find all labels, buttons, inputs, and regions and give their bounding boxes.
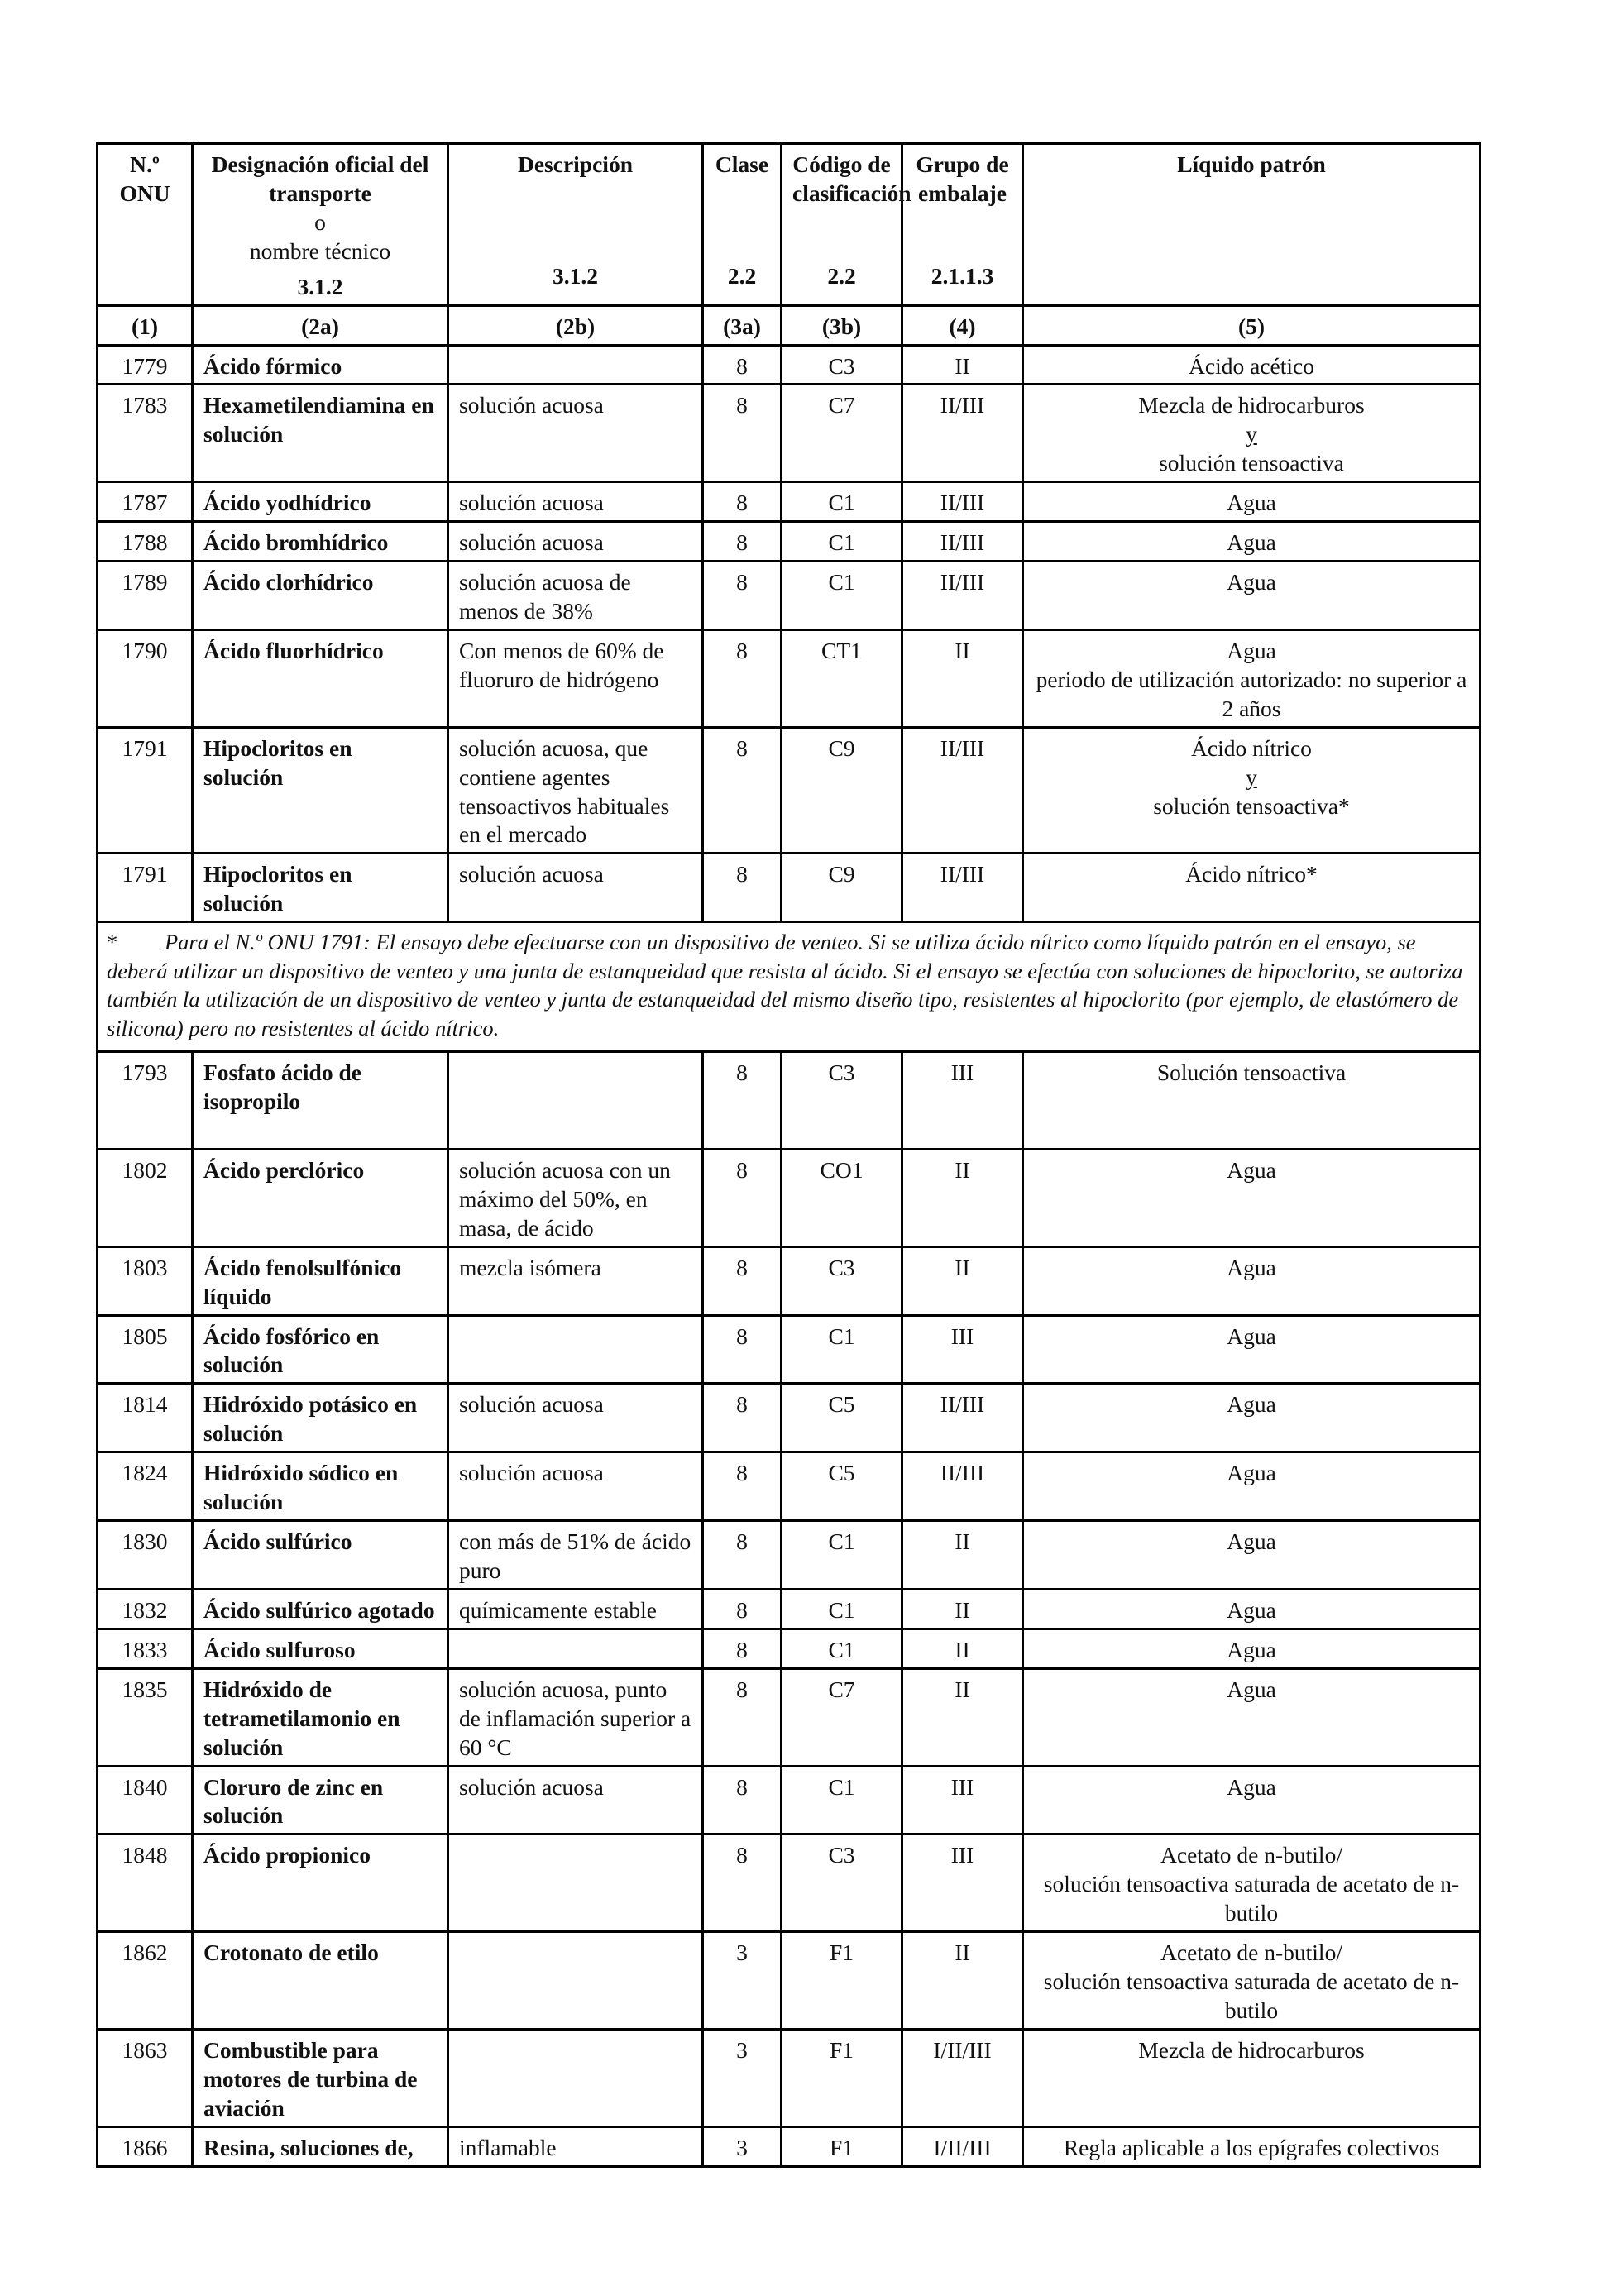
description-cell [448, 1051, 703, 1149]
standard-liquid-cell [1023, 1668, 1481, 1766]
un-number-cell: 1862 [98, 1932, 193, 2030]
description-cell: inflamable [448, 2126, 703, 2166]
class-cell: 8 [703, 482, 782, 522]
standard-liquid-cell [1023, 1766, 1481, 1834]
standard-liquid-line: Agua [1227, 1460, 1276, 1486]
classification-code-cell: F1 [782, 2126, 902, 2166]
packing-group-cell: I/II/III [902, 2029, 1023, 2126]
standard-liquid-line: Agua [1227, 1596, 1276, 1623]
shipping-name-cell: Fosfato ácido de isopropilo [193, 1051, 448, 1149]
class-cell: 8 [703, 1452, 782, 1521]
standard-liquid-line: solución tensoactiva [1159, 450, 1344, 476]
packing-group-cell: II [902, 345, 1023, 385]
standard-liquid-line: Ácido nítrico [1191, 734, 1312, 761]
shipping-name-cell: Hexametilendiamina en solución [193, 385, 448, 482]
table-row [98, 2029, 1481, 2126]
packing-group-cell: II [902, 1629, 1023, 1668]
classification-code-cell: C7 [782, 1668, 902, 1766]
un-number-cell: 1833 [98, 1629, 193, 1668]
description-cell: solución acuosa [448, 1384, 703, 1452]
class-cell: 8 [703, 1384, 782, 1452]
column-number-row [98, 305, 1481, 345]
classification-code-cell: C1 [782, 1315, 902, 1384]
standard-liquid-line: solución tensoactiva* [1153, 792, 1350, 819]
description-cell: químicamente estable [448, 1589, 703, 1629]
un-number-cell: 1791 [98, 854, 193, 922]
classification-code-cell: C1 [782, 1766, 902, 1834]
shipping-name-cell: Ácido sulfúrico [193, 1521, 448, 1590]
class-cell: 8 [703, 385, 782, 482]
description-cell: solución acuosa [448, 1452, 703, 1521]
packing-group-cell: II/III [902, 522, 1023, 562]
un-number-cell: 1835 [98, 1668, 193, 1766]
col-number: (2a) [193, 305, 448, 345]
classification-code-cell: C1 [782, 522, 902, 562]
shipping-name-cell: Ácido fórmico [193, 345, 448, 385]
table-row [98, 1668, 1481, 1766]
standard-liquid-cell [1023, 1246, 1481, 1315]
shipping-name-cell: Ácido clorhídrico [193, 562, 448, 630]
substances-table [96, 142, 1481, 2168]
standard-liquid-line: Agua [1227, 1636, 1276, 1662]
standard-liquid-cell [1023, 385, 1481, 482]
class-cell: 8 [703, 1589, 782, 1629]
description-cell: solución acuosa, punto de inflamación superior a 60 °C [448, 1668, 703, 1766]
standard-liquid-line: Agua [1227, 529, 1276, 556]
description-cell: mezcla isómera [448, 1246, 703, 1315]
packing-group-cell: II/III [902, 385, 1023, 482]
standard-liquid-line: Agua [1227, 569, 1276, 596]
header-row [98, 144, 1481, 306]
packing-group-cell: II [902, 1521, 1023, 1590]
shipping-name-cell: Ácido fluorhídrico [193, 629, 448, 727]
header-un-number: N.º ONU [98, 144, 193, 306]
un-number-cell: 1787 [98, 482, 193, 522]
un-number-cell: 1832 [98, 1589, 193, 1629]
description-cell: solución acuosa [448, 854, 703, 922]
table-row [98, 629, 1481, 727]
standard-liquid-line: Acetato de n-butilo/ [1160, 1940, 1342, 1966]
un-number-cell: 1863 [98, 2029, 193, 2126]
un-number-cell: 1866 [98, 2126, 193, 2166]
table-row [98, 854, 1481, 922]
shipping-name-cell: Ácido fosfórico en solución [193, 1315, 448, 1384]
table-row [98, 1589, 1481, 1629]
shipping-name-cell: Cloruro de zinc en solución [193, 1766, 448, 1834]
class-cell: 3 [703, 1932, 782, 2030]
shipping-name-cell: Hidróxido sódico en solución [193, 1452, 448, 1521]
un-number-cell: 1783 [98, 385, 193, 482]
un-number-cell: 1802 [98, 1149, 193, 1246]
standard-liquid-cell [1023, 2126, 1481, 2166]
table-row [98, 1051, 1481, 1149]
packing-group-cell: II/III [902, 1452, 1023, 1521]
un-number-cell: 1788 [98, 522, 193, 562]
col-number: (5) [1023, 305, 1481, 345]
conjunction-text: y [1246, 421, 1257, 447]
description-cell: solución acuosa [448, 522, 703, 562]
shipping-name-cell: Hidróxido potásico en solución [193, 1384, 448, 1452]
packing-group-cell: II/III [902, 727, 1023, 854]
packing-group-cell: II/III [902, 854, 1023, 922]
table-row [98, 482, 1481, 522]
classification-code-cell: C5 [782, 1452, 902, 1521]
class-cell: 8 [703, 629, 782, 727]
classification-code-cell: CO1 [782, 1149, 902, 1246]
classification-code-cell: C9 [782, 727, 902, 854]
description-cell [448, 1834, 703, 1932]
classification-code-cell: F1 [782, 1932, 902, 2030]
packing-group-cell: II [902, 1246, 1023, 1315]
shipping-name-cell: Hipocloritos en solución [193, 854, 448, 922]
shipping-name-cell: Ácido sulfuroso [193, 1629, 448, 1668]
header-class: Clase 2.2 [703, 144, 782, 306]
class-cell: 8 [703, 854, 782, 922]
standard-liquid-cell [1023, 1521, 1481, 1590]
footnote-row [98, 922, 1481, 1052]
col-number: (3b) [782, 305, 902, 345]
description-cell: solución acuosa [448, 1766, 703, 1834]
shipping-name-cell: Crotonato de etilo [193, 1932, 448, 2030]
col-number: (4) [902, 305, 1023, 345]
standard-liquid-line: Agua [1227, 1528, 1276, 1555]
class-cell: 8 [703, 1668, 782, 1766]
standard-liquid-cell [1023, 1629, 1481, 1668]
standard-liquid-line: Ácido acético [1189, 352, 1314, 379]
class-cell: 8 [703, 522, 782, 562]
shipping-name-cell: Hipocloritos en solución [193, 727, 448, 854]
standard-liquid-cell [1023, 727, 1481, 854]
description-cell [448, 2029, 703, 2126]
table-row [98, 727, 1481, 854]
standard-liquid-line: Ácido nítrico* [1185, 861, 1318, 887]
table-row [98, 1766, 1481, 1834]
shipping-name-cell: Ácido propionico [193, 1834, 448, 1932]
standard-liquid-cell [1023, 1384, 1481, 1452]
packing-group-cell: III [902, 1834, 1023, 1932]
packing-group-cell: II [902, 1589, 1023, 1629]
class-cell: 8 [703, 1149, 782, 1246]
classification-code-cell: C3 [782, 1834, 902, 1932]
packing-group-cell: II [902, 1668, 1023, 1766]
un-number-cell: 1824 [98, 1452, 193, 1521]
class-cell: 8 [703, 1834, 782, 1932]
table-row [98, 1521, 1481, 1590]
standard-liquid-line: periodo de utilización autorizado: no superior a 2 años [1036, 666, 1467, 721]
classification-code-cell: C7 [782, 385, 902, 482]
standard-liquid-line: solución tensoactiva saturada de acetato de n-butilo [1043, 1968, 1460, 2023]
standard-liquid-cell [1023, 1051, 1481, 1149]
classification-code-cell: C1 [782, 1629, 902, 1668]
table-row [98, 522, 1481, 562]
packing-group-cell: I/II/III [902, 2126, 1023, 2166]
standard-liquid-cell [1023, 1932, 1481, 2030]
table-row [98, 2126, 1481, 2166]
conjunction-text: y [1246, 763, 1257, 790]
shipping-name-cell: Ácido bromhídrico [193, 522, 448, 562]
un-number-cell: 1814 [98, 1384, 193, 1452]
standard-liquid-line: Acetato de n-butilo/ [1160, 1842, 1342, 1868]
description-cell [448, 1315, 703, 1384]
packing-group-cell: II/III [902, 482, 1023, 522]
description-cell: solución acuosa [448, 385, 703, 482]
packing-group-cell: II/III [902, 562, 1023, 630]
table-row [98, 1452, 1481, 1521]
description-cell: solución acuosa, que contiene agentes tensoactivos habituales en el mercado [448, 727, 703, 854]
standard-liquid-line: Agua [1227, 1391, 1276, 1418]
shipping-name-cell: Resina, soluciones de, [193, 2126, 448, 2166]
col-number: (2b) [448, 305, 703, 345]
classification-code-cell: C1 [782, 562, 902, 630]
description-cell: solución acuosa [448, 482, 703, 522]
shipping-name-cell: Combustible para motores de turbina de aviación [193, 2029, 448, 2126]
un-number-cell: 1848 [98, 1834, 193, 1932]
description-cell: solución acuosa con un máximo del 50%, en masa, de ácido [448, 1149, 703, 1246]
shipping-name-cell: Ácido perclórico [193, 1149, 448, 1246]
packing-group-cell: III [902, 1051, 1023, 1149]
description-cell [448, 345, 703, 385]
standard-liquid-line: Agua [1227, 1254, 1276, 1280]
classification-code-cell: F1 [782, 2029, 902, 2126]
classification-code-cell: C1 [782, 1521, 902, 1590]
footnote-text: Para el N.º ONU 1791: El ensayo debe efectuarse con un dispositivo de venteo. Si se utiliza ácido nítrico como líquido patrón en el ensayo, se deberá utilizar un dispositivo de venteo y una junta de estanqueidad que resista al ácido. Si el ensayo se efectúa con soluciones de hipoclorito, se autoriza también la utilización de un dispositivo de venteo y junta de estanqueidad del mismo diseño tipo, resistentes al hipoclorito (por ejemplo, de elastómero de silicona) pero no resistentes al ácido nítrico. [107, 930, 1463, 1040]
un-number-cell: 1789 [98, 562, 193, 630]
table-row [98, 1246, 1481, 1315]
un-number-cell: 1803 [98, 1246, 193, 1315]
table-row [98, 562, 1481, 630]
standard-liquid-cell [1023, 1589, 1481, 1629]
packing-group-cell: II [902, 1149, 1023, 1246]
table-row [98, 1629, 1481, 1668]
description-cell [448, 1932, 703, 2030]
class-cell: 8 [703, 1629, 782, 1668]
standard-liquid-line: Agua [1227, 1676, 1276, 1702]
class-cell: 8 [703, 345, 782, 385]
standard-liquid-cell [1023, 1452, 1481, 1521]
shipping-name-cell: Ácido fenolsulfónico líquido [193, 1246, 448, 1315]
packing-group-cell: II [902, 629, 1023, 727]
description-cell: con más de 51% de ácido puro [448, 1521, 703, 1590]
packing-group-cell: III [902, 1315, 1023, 1384]
standard-liquid-line: Agua [1227, 1773, 1276, 1800]
table-row [98, 1315, 1481, 1384]
standard-liquid-line: Agua [1227, 1323, 1276, 1349]
standard-liquid-cell [1023, 1315, 1481, 1384]
class-cell: 8 [703, 1766, 782, 1834]
standard-liquid-cell [1023, 522, 1481, 562]
standard-liquid-line: Solución tensoactiva [1156, 1059, 1347, 1085]
standard-liquid-cell [1023, 482, 1481, 522]
header-packing-group: Grupo de embalaje 2.1.1.3 [902, 144, 1023, 306]
description-cell: Con menos de 60% de fluoruro de hidrógeno [448, 629, 703, 727]
classification-code-cell: C1 [782, 482, 902, 522]
standard-liquid-cell [1023, 1834, 1481, 1932]
standard-liquid-line: Agua [1227, 490, 1276, 516]
table-row [98, 385, 1481, 482]
classification-code-cell: C3 [782, 345, 902, 385]
class-cell: 3 [703, 2126, 782, 2166]
standard-liquid-line: solución tensoactiva saturada de acetato de n-butilo [1043, 1871, 1460, 1926]
description-cell: solución acuosa de menos de 38% [448, 562, 703, 630]
un-number-cell: 1805 [98, 1315, 193, 1384]
footnote-cell [98, 922, 1481, 1052]
standard-liquid-line: Mezcla de hidrocarburos [1138, 2036, 1365, 2063]
header-description: Descripción 3.1.2 [448, 144, 703, 306]
un-number-cell: 1791 [98, 727, 193, 854]
table-row [98, 1384, 1481, 1452]
class-cell: 3 [703, 2029, 782, 2126]
class-cell: 8 [703, 1246, 782, 1315]
un-number-cell: 1830 [98, 1521, 193, 1590]
standard-liquid-line: Mezcla de hidrocarburos [1138, 392, 1365, 419]
shipping-name-cell: Ácido sulfúrico agotado [193, 1589, 448, 1629]
un-number-cell: 1779 [98, 345, 193, 385]
col-number: (3a) [703, 305, 782, 345]
standard-liquid-cell [1023, 1149, 1481, 1246]
classification-code-cell: C9 [782, 854, 902, 922]
standard-liquid-cell [1023, 562, 1481, 630]
table-row [98, 1834, 1481, 1932]
standard-liquid-cell [1023, 2029, 1481, 2126]
classification-code-cell: C5 [782, 1384, 902, 1452]
packing-group-cell: II/III [902, 1384, 1023, 1452]
standard-liquid-cell [1023, 854, 1481, 922]
classification-code-cell: C3 [782, 1051, 902, 1149]
table-row [98, 1149, 1481, 1246]
header-classification-code: Código de clasificación 2.2 [782, 144, 902, 306]
table-body [98, 345, 1481, 2166]
shipping-name-cell: Hidróxido de tetrametilamonio en solución [193, 1668, 448, 1766]
header-shipping-name: Designación oficial del transporte o nombre técnico 3.1.2 [193, 144, 448, 306]
un-number-cell: 1790 [98, 629, 193, 727]
standard-liquid-line: Regla aplicable a los epígrafes colectivos [1063, 2134, 1440, 2160]
footnote-marker: * [107, 930, 118, 955]
classification-code-cell: C3 [782, 1246, 902, 1315]
standard-liquid-line: Agua [1227, 1156, 1276, 1183]
class-cell: 8 [703, 562, 782, 630]
table-row [98, 345, 1481, 385]
class-cell: 8 [703, 1051, 782, 1149]
packing-group-cell: II [902, 1932, 1023, 2030]
standard-liquid-cell [1023, 629, 1481, 727]
description-cell [448, 1629, 703, 1668]
packing-group-cell: III [902, 1766, 1023, 1834]
standard-liquid-cell [1023, 345, 1481, 385]
table-row [98, 1932, 1481, 2030]
un-number-cell: 1793 [98, 1051, 193, 1149]
classification-code-cell: CT1 [782, 629, 902, 727]
class-cell: 8 [703, 1521, 782, 1590]
col-number: (1) [98, 305, 193, 345]
standard-liquid-line: Agua [1227, 637, 1276, 663]
un-number-cell: 1840 [98, 1766, 193, 1834]
header-standard-liquid: Líquido patrón [1023, 144, 1481, 306]
class-cell: 8 [703, 727, 782, 854]
class-cell: 8 [703, 1315, 782, 1384]
shipping-name-cell: Ácido yodhídrico [193, 482, 448, 522]
classification-code-cell: C1 [782, 1589, 902, 1629]
